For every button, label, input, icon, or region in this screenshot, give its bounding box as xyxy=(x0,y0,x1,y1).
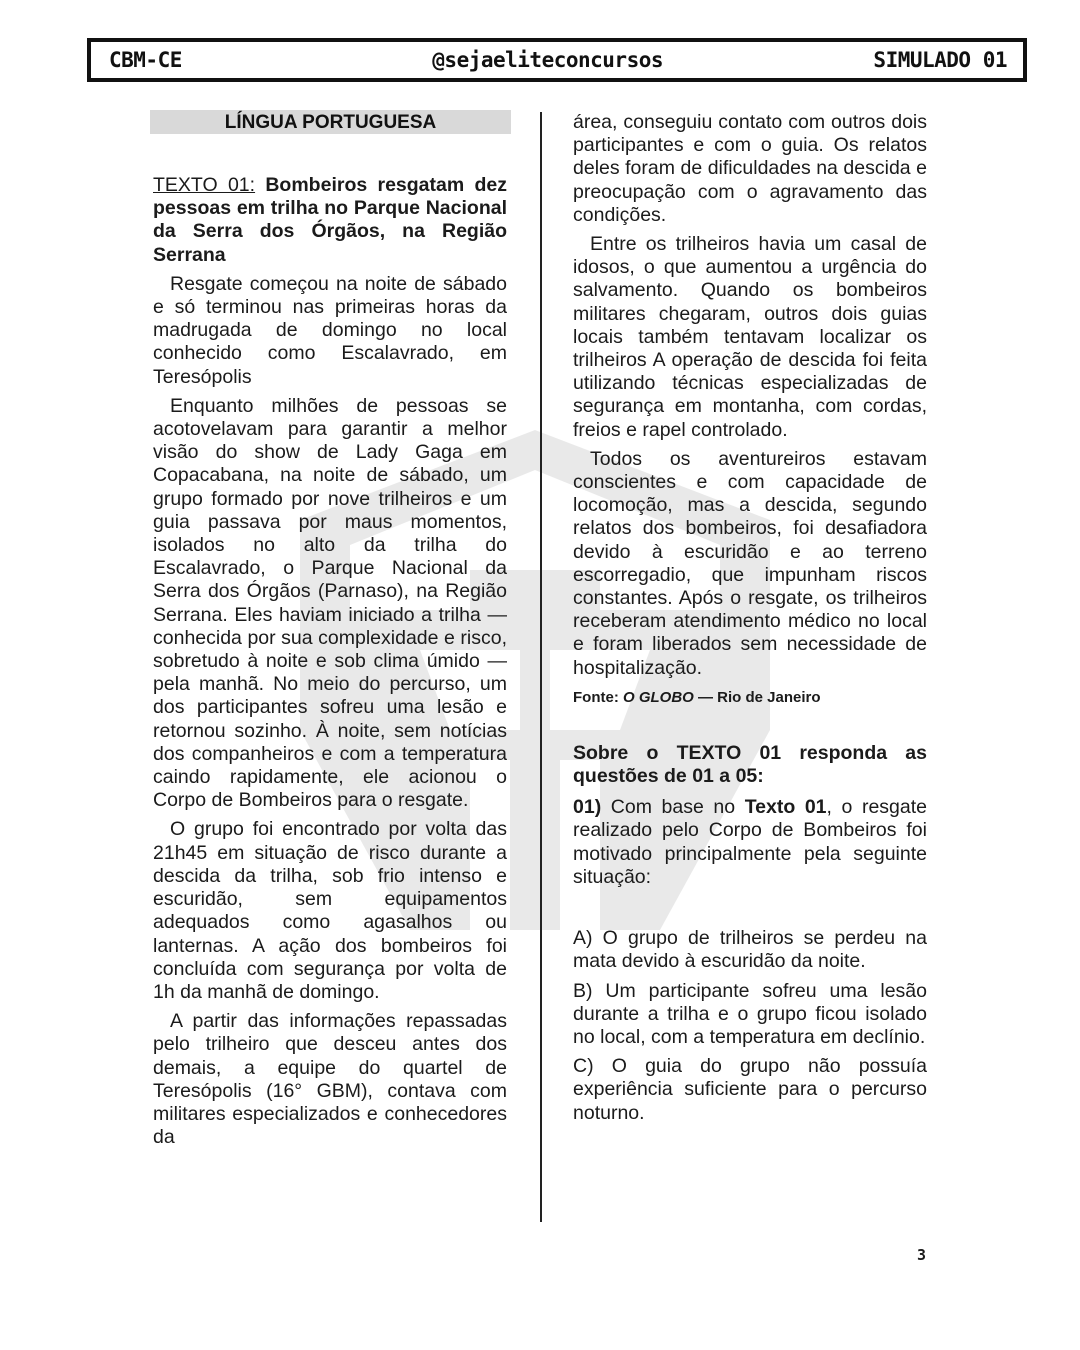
header-handle: @sejaeliteconcursos xyxy=(432,48,663,72)
option-c: C) O guia do grupo não possuía experiência suficiente para o percurso noturno. xyxy=(573,1055,927,1124)
header-exam-name: CBM-CE xyxy=(109,48,182,72)
option-a: A) O grupo de trilheiros se perdeu na mata devido à escuridão da noite. xyxy=(573,927,927,973)
paragraph-4: A partir das informações repassadas pelo trilheiro que desceu antes dos demais, a equipe do quartel de Teresópolis (16° GBM), contava com militares especializados e conhecedores da xyxy=(153,1010,507,1149)
page-number: 3 xyxy=(917,1246,927,1264)
paragraph-4-continuation: área, conseguiu contato com outros dois participantes e com o guia. Os relatos deles foram de dificuldades na descida e preocupação com o agravamento das condições. xyxy=(573,111,927,226)
question-1-text-ref: Texto 01 xyxy=(744,796,827,819)
source-line xyxy=(573,688,927,708)
source-name: O GLOBO xyxy=(623,688,694,706)
column-divider xyxy=(540,112,542,1222)
text-title xyxy=(153,174,507,267)
text-label: TEXTO 01: xyxy=(153,174,256,196)
paragraph-5: Entre os trilheiros havia um casal de idosos, o que aumentou a urgência do salvamento. Quando os bombeiros militares chegaram, outros dois guias locais também tentavam localizar os trilheiros A operação de descida foi feita utilizando técnicas especializadas de segurança em montanha, com cordas, freios e rapel controlado. xyxy=(573,233,927,441)
header-simulado: SIMULADO 01 xyxy=(873,48,1007,72)
right-column xyxy=(573,111,927,1125)
left-column xyxy=(153,110,507,1149)
question-1 xyxy=(573,796,927,889)
paragraph-3: O grupo foi encontrado por volta das 21h45 em situação de risco durante a descida da trilha, sob frio intenso e escuridão, sem equipamentos adequados como agasalhos ou lanternas. A ação dos bombeiros foi concluída com segurança por volta de 1h da manhã de domingo. xyxy=(153,818,507,1003)
section-title: LÍNGUA PORTUGUESA xyxy=(150,110,511,134)
paragraph-1: Resgate começou na noite de sábado e só terminou nas primeiras horas da madrugada de domingo no local conhecido como Escalavrado, em Teresópolis xyxy=(153,272,507,388)
paragraph-6: Todos os aventureiros estavam conscientes e com capacidade de locomoção, mas a descida, segundo relatos dos bombeiros, foi desafiadora devido à escuridão e ao terreno escorregadio, que impunham riscos constantes. Após o resgate, os trilheiros receberam atendimento médico no local e foram liberados sem necessidade de hospitalização. xyxy=(573,447,927,679)
text-headline: Bombeiros resgatam dez pessoas em trilha no Parque Nacional da Serra dos Órgãos, na Região Serrana xyxy=(153,174,507,266)
source-label: Fonte: xyxy=(573,688,623,706)
question-1-text-post: , o resgate realizado pelo Corpo de Bombeiros foi motivado principalmente pela seguinte situação: xyxy=(573,796,928,888)
question-1-text-pre: Com base no xyxy=(601,796,745,819)
page-header xyxy=(87,38,1027,82)
option-b: B) Um participante sofreu uma lesão durante a trilha e o grupo ficou isolado no local, com a temperatura em declínio. xyxy=(573,979,927,1048)
paragraph-2: Enquanto milhões de pessoas se acotovelavam para garantir a melhor visão do show de Lady Gaga em Copacabana, na noite de sábado, um grupo formado por nove trilheiros e um guia passava por maus momentos, isolados no alto da trilha do Escalavrado, o Parque Nacional da Serra dos Órgãos (Parnaso), na Região Serrana. Eles haviam iniciado a trilha — conhecida por sua complexidade e risco, sobretudo à noite e sob clima úmido — pela manhã. No meio do percurso, um dos participantes sofreu uma lesão e retornou sozinho. À noite, sem notícias dos companheiros e com a temperatura caindo rapidamente, ele acionou o Corpo de Bombeiros para o resgate. xyxy=(153,394,507,812)
questions-heading: Sobre o TEXTO 01 responda as questões de 01 a 05: xyxy=(573,741,927,788)
source-place: — Rio de Janeiro xyxy=(693,688,821,706)
question-1-number: 01) xyxy=(573,796,602,819)
